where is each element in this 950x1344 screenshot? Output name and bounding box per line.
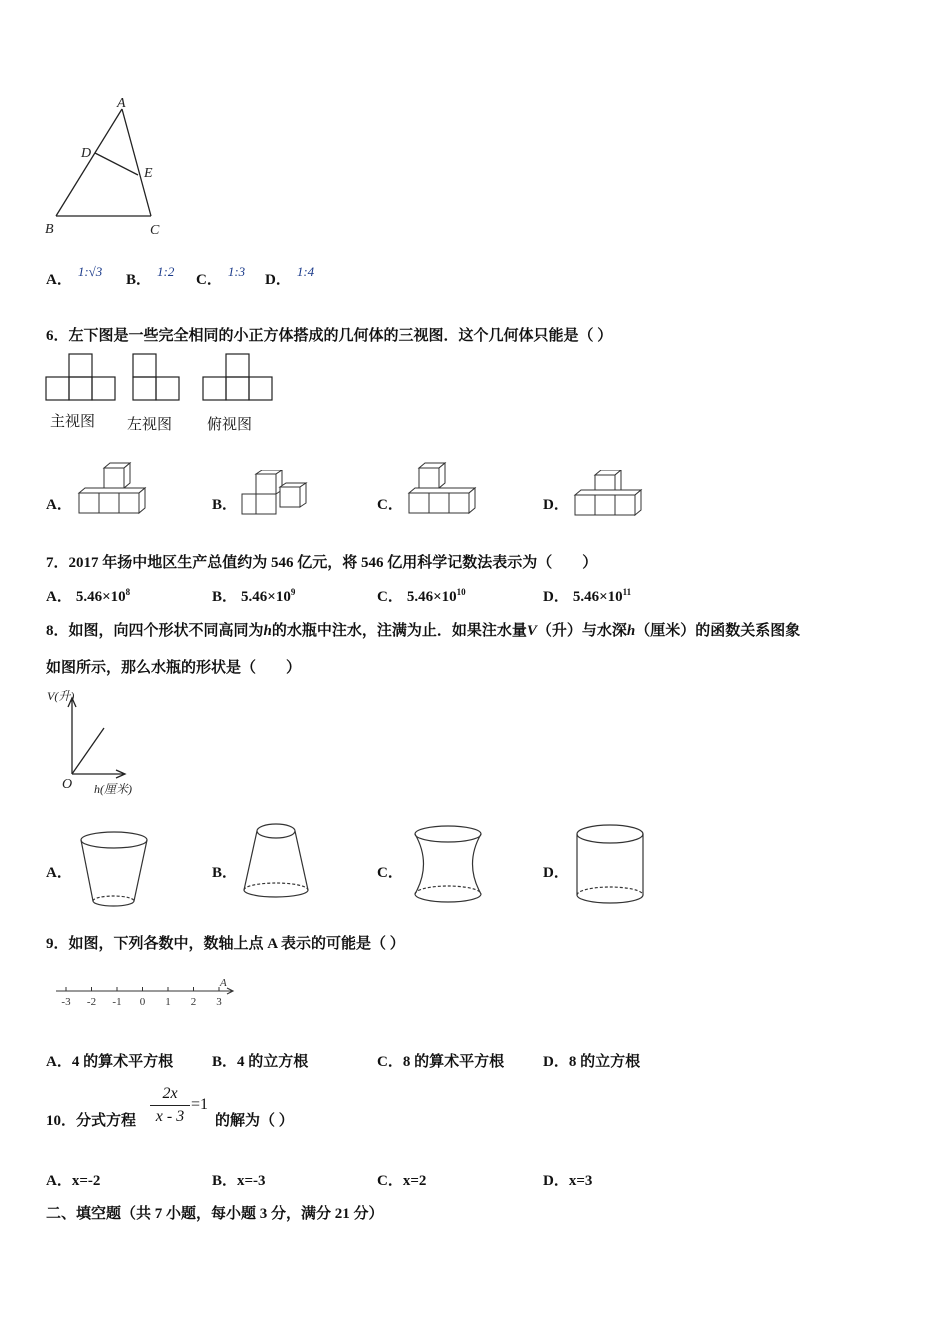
- q8-graph-origin: O: [62, 777, 73, 792]
- q6-cubes-d: [570, 470, 645, 520]
- number-line-tick-label: 1: [165, 996, 171, 1008]
- q7-option-c[interactable]: C． $5.46\times 10^{10}$: [377, 587, 466, 605]
- q8-option-d[interactable]: D．: [543, 865, 569, 881]
- q7-option-b[interactable]: B． $5.46\times 10^9$: [212, 587, 296, 605]
- triangle-figure: [40, 95, 180, 240]
- q10-rhs: =1: [191, 1096, 209, 1113]
- q5-option-d[interactable]: D．1:4: [265, 264, 315, 288]
- view-label-top: 俯视图: [207, 416, 253, 433]
- q8-bottle-b: [238, 820, 314, 904]
- q10-numerator: 2x: [162, 1085, 178, 1102]
- q10-prefix: 10．分式方程: [46, 1113, 137, 1129]
- q8-question-line1: 8．如图，向四个形状不同高同为h的水瓶中注水，注满为止．如果注水量V（升）与水深h（厘米）的函数关系图象: [46, 623, 801, 639]
- label-D: D: [81, 146, 92, 161]
- q10-option-c[interactable]: C．x=2: [377, 1173, 427, 1189]
- q6-question: 6．左下图是一些完全相同的小正方体搭成的几何体的三视图．这个几何体只能是（ ）: [46, 328, 613, 344]
- q8-graph: [44, 686, 154, 798]
- q6-cubes-a: [74, 462, 149, 517]
- q10-option-d[interactable]: D．x=3: [543, 1173, 593, 1189]
- q9-number-line: [52, 972, 257, 1012]
- q5-option-b-value: 1:2: [157, 264, 175, 279]
- q8-option-b[interactable]: B．: [212, 865, 238, 881]
- q6-option-a[interactable]: A．: [46, 497, 72, 513]
- q8-option-a[interactable]: A．: [46, 865, 72, 881]
- q7-question: 7．2017 年扬中地区生产总值约为 546 亿元，将 546 亿用科学记数法表示为（ ）: [46, 555, 598, 571]
- q6-option-c[interactable]: C．: [377, 497, 403, 513]
- q9-option-c[interactable]: C．8 的算术平方根: [377, 1054, 505, 1070]
- q10-option-b[interactable]: B．x=-3: [212, 1173, 266, 1189]
- q8-bottle-c: [410, 820, 488, 908]
- q9-option-b[interactable]: B．4 的立方根: [212, 1054, 309, 1070]
- label-B: B: [45, 222, 54, 237]
- q6-cubes-b: [238, 470, 313, 520]
- q5-option-a-value: 1:√3: [77, 264, 103, 279]
- number-line-tick-label: 3: [216, 996, 222, 1008]
- q10-denominator: x - 3: [155, 1108, 185, 1125]
- number-line-tick-label: 2: [190, 996, 197, 1008]
- q10-option-a[interactable]: A．x=-2: [46, 1173, 101, 1189]
- view-label-left: 左视图: [127, 416, 173, 433]
- q5-option-a[interactable]: A．1:√3: [46, 264, 103, 288]
- q10-fraction: [150, 1084, 190, 1127]
- number-line-tick-label: -3: [61, 996, 71, 1008]
- q8-option-c[interactable]: C．: [377, 865, 403, 881]
- q6-cubes-c: [404, 462, 479, 517]
- q8-bottle-a: [78, 828, 152, 910]
- q9-option-a[interactable]: A．4 的算术平方根: [46, 1054, 174, 1070]
- q5-option-d-value: 1:4: [296, 264, 315, 279]
- number-line-tick-label: 0: [139, 996, 146, 1008]
- view-label-front: 主视图: [50, 413, 96, 430]
- section-2-heading: 二、填空题（共 7 小题，每小题 3 分，满分 21 分）: [46, 1206, 384, 1222]
- q10-suffix: 的解为（ ）: [215, 1113, 294, 1129]
- q8-bottle-d: [574, 820, 650, 910]
- q8-graph-xlabel: h(厘米): [94, 782, 132, 796]
- q6-option-d[interactable]: D．: [543, 497, 569, 513]
- q5-option-b[interactable]: B．1:2: [126, 264, 175, 288]
- q7-option-d[interactable]: D． $5.46\times 10^{11}$: [543, 587, 632, 605]
- q6-option-b[interactable]: B．: [212, 497, 238, 513]
- q5-option-c[interactable]: C．1:3: [196, 264, 246, 288]
- label-C: C: [150, 223, 160, 238]
- q9-point-a-label: A: [220, 977, 227, 989]
- q9-option-d[interactable]: D．8 的立方根: [543, 1054, 641, 1070]
- q8-graph-ylabel: V(升): [47, 689, 75, 703]
- label-E: E: [144, 166, 153, 181]
- number-line-tick-label: -1: [112, 996, 122, 1008]
- q5-option-c-value: 1:3: [227, 264, 246, 279]
- q9-question: 9．如图，下列各数中，数轴上点 A 表示的可能是（ ）: [46, 936, 405, 952]
- q7-option-a[interactable]: A． $5.46\times 10^8$: [46, 587, 131, 605]
- label-A: A: [117, 96, 126, 111]
- number-line-tick-label: -2: [86, 996, 97, 1008]
- q8-question-line2: 如图所示，那么水瓶的形状是（ ）: [46, 660, 302, 676]
